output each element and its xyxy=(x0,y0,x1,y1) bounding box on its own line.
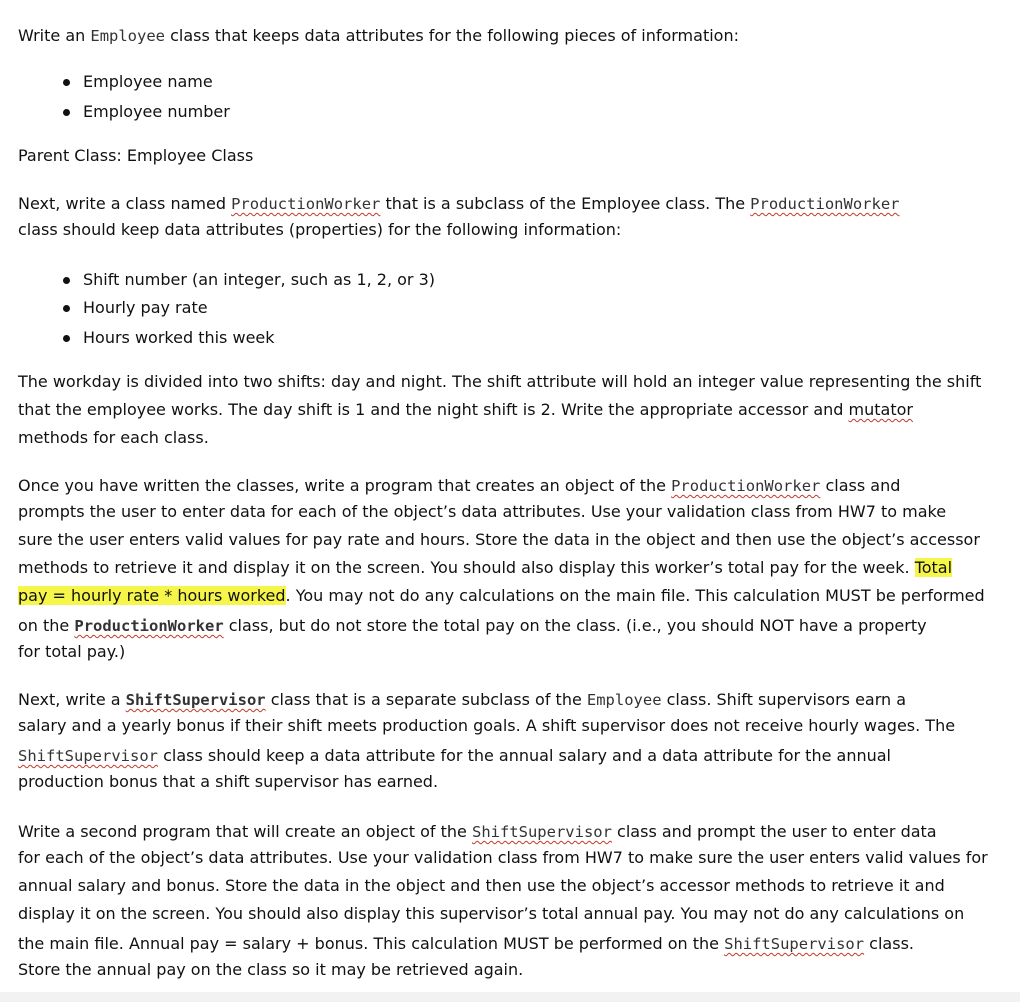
p3-line5: pay = hourly rate * hours worked. You may not do any calculations on the main file. This calculation MUST be performed xyxy=(18,586,985,605)
p5-line4: display it on the screen. You should also display this supervisor’s total annual pay. You may not do any calculations on xyxy=(18,904,965,923)
code-productionworker: ProductionWorker xyxy=(231,195,381,213)
p5-line1: Write a second program that will create an object of the ShiftSupervisor class and prompt the user to enter data xyxy=(18,822,937,841)
parent-class-line: Parent Class: Employee Class xyxy=(18,146,254,165)
bullet-dot xyxy=(63,109,70,116)
code-shiftsupervisor: ShiftSupervisor xyxy=(724,935,865,953)
p2-line1: The workday is divided into two shifts: day and night. The shift attribute will hold an integer value representing the shift xyxy=(18,372,982,391)
highlight-formula: pay = hourly rate * hours worked xyxy=(18,586,286,605)
pw-bullet-hours: Hours worked this week xyxy=(83,328,275,347)
pw-bullet-rate: Hourly pay rate xyxy=(83,298,208,317)
p4-line3: ShiftSupervisor class should keep a data attribute for the annual salary and a data attribute for the annual xyxy=(18,746,891,765)
code-shiftsupervisor: ShiftSupervisor xyxy=(18,747,158,765)
p1-line2: class should keep data attributes (properties) for the following information: xyxy=(18,220,622,239)
bullet-dot xyxy=(63,305,70,312)
page-bottom-edge xyxy=(0,992,1020,1002)
bullet-dot xyxy=(63,79,70,86)
code-productionworker: ProductionWorker xyxy=(750,195,900,213)
mutator-word: mutator xyxy=(848,400,913,419)
code-employee: Employee xyxy=(90,27,166,45)
p2-line2: that the employee works. The day shift is 1 and the night shift is 2. Write the appropriate accessor and mutator xyxy=(18,400,913,419)
p3-line3: sure the user enters valid values for pay rate and hours. Store the data in the object and then use the object’s accessor xyxy=(18,530,980,549)
emp-bullet-number: Employee number xyxy=(83,102,230,121)
p1-line1: Next, write a class named ProductionWorker that is a subclass of the Employee class. The ProductionWorker xyxy=(18,194,900,213)
code-shiftsupervisor-bold: ShiftSupervisor xyxy=(125,691,266,709)
code-productionworker-bold: ProductionWorker xyxy=(74,617,224,635)
p3-line2: prompts the user to enter data for each of the object’s data attributes. Use your validation class from HW7 to make xyxy=(18,502,947,521)
bullet-dot xyxy=(63,277,70,284)
bullet-dot xyxy=(63,335,70,342)
p4-line2: salary and a yearly bonus if their shift meets production goals. A shift supervisor does not receive hourly wages. The xyxy=(18,716,956,735)
p3-line7: for total pay.) xyxy=(18,642,126,661)
pw-bullet-shift: Shift number (an integer, such as 1, 2, or 3) xyxy=(83,270,436,289)
p5-line3: annual salary and bonus. Store the data in the object and then use the object’s accessor methods to retrieve it and xyxy=(18,876,945,895)
p4-line4: production bonus that a shift supervisor has earned. xyxy=(18,772,439,791)
p3-line1: Once you have written the classes, write a program that creates an object of the ProductionWorker class and xyxy=(18,476,901,495)
p4-line1: Next, write a ShiftSupervisor class that is a separate subclass of the Employee class. Shift supervisors earn a xyxy=(18,690,907,709)
code-productionworker: ProductionWorker xyxy=(671,477,821,495)
highlight-total: Total xyxy=(914,558,953,577)
intro-line: Write an Employee class that keeps data attributes for the following pieces of information: xyxy=(18,26,739,45)
emp-bullet-name: Employee name xyxy=(83,72,213,91)
code-employee: Employee xyxy=(586,691,662,709)
code-shiftsupervisor: ShiftSupervisor xyxy=(471,823,612,841)
p2-line3: methods for each class. xyxy=(18,428,209,447)
p5-line2: for each of the object’s data attributes. Use your validation class from HW7 to make sure the user enters valid values for xyxy=(18,848,988,867)
p5-line5: the main file. Annual pay = salary + bonus. This calculation MUST be performed on the ShiftSupervisor class. xyxy=(18,934,914,953)
p3-line4: methods to retrieve it and display it on the screen. You should also display this worker’s total pay for the week. Total xyxy=(18,558,953,577)
p5-line6: Store the annual pay on the class so it may be retrieved again. xyxy=(18,960,524,979)
p3-line6: on the ProductionWorker class, but do not store the total pay on the class. (i.e., you should NOT have a property xyxy=(18,616,927,635)
